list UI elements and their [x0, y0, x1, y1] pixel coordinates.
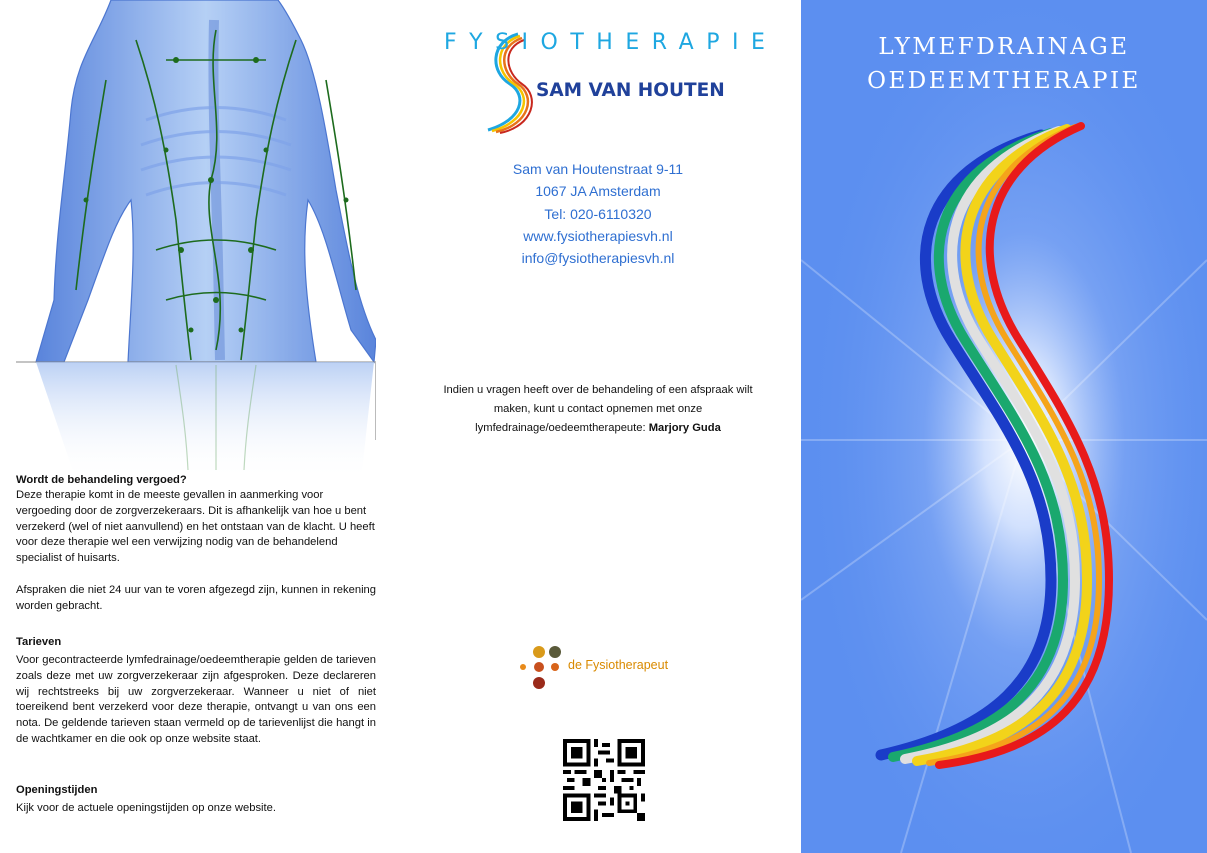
torso-shape [36, 0, 376, 362]
website-link[interactable]: www.fysiotherapiesvh.nl [523, 227, 673, 244]
lymphatic-system-illustration [16, 0, 376, 480]
rates-text: Voor gecontracteerde lymfedrainage/oedeemtherapie gelden de tarieven zoals deze met uw zorgverzekeraar zijn afgesproken. Deze declareren wij rechtstreeks bij uw zorgverzekeraar. Wanneer u niet of niet toereikend bent verzekerd voor deze therapie, ontvangt u van ons een nota. De geldende tarieven staan vermeld op de tarievenlijst die hangt in de wachtkamer en die ook op onze website staat. [16, 654, 376, 745]
rainbow-s-curve-illustration [801, 0, 1207, 853]
address-city: 1067 JA Amsterdam [535, 183, 661, 200]
therapist-name: Marjory Guda [648, 422, 721, 434]
address-street: Sam van Houtenstraat 9-11 [512, 161, 684, 177]
reflection-shape [36, 362, 374, 480]
opening-hours-section [16, 782, 376, 817]
cover-title-line2: OEDEEMTHERAPIE [867, 68, 1141, 94]
email-link[interactable]: info@fysiotherapiesvh.nl [521, 250, 675, 267]
reimbursement-text: Deze therapie komt in de meeste gevallen in aanmerking voor vergoeding door de zorgverzekeraars. Dit is afhankelijk van hoe u bent verzekerd (wel of niet aanvullend) en het ontstaan van de klacht. U heeft voor deze therapie wel een verwijzing nodig van de behandelend specialist of huisarts. [16, 489, 375, 565]
practice-logo-title: FYSIOTHERAPIE [444, 30, 778, 55]
contact-invitation-text: Indien u vragen heeft over de behandeling of een afspraak wilt maken, kunt u contact opnemen met onze lymfedrainage/oedeemtherapeute: [443, 384, 753, 434]
cover-title-line1: LYMEFDRAINAGE [878, 34, 1130, 60]
cover-title [801, 30, 1207, 98]
reimbursement-heading: Wordt de behandeling vergoed? [16, 474, 187, 486]
de-fysiotherapeut-label: de Fysiotherapeut [568, 658, 669, 672]
phone-number: Tel: 020-6110320 [544, 205, 652, 222]
cancellation-text: Afspraken die niet 24 uur van te voren afgezegd zijn, kunnen in rekening worden gebracht. [16, 583, 376, 612]
contact-invitation [428, 381, 768, 438]
reimbursement-section [16, 472, 376, 615]
opening-hours-text: Kijk voor de actuele openingstijden op onze website. [16, 802, 276, 814]
opening-hours-heading: Openingstijden [16, 784, 98, 796]
rates-heading: Tarieven [16, 636, 62, 648]
rates-section [16, 634, 376, 748]
contact-block [400, 158, 796, 269]
practice-logo-name: SAM VAN HOUTEN [536, 80, 725, 101]
qr-code-icon[interactable] [563, 739, 645, 821]
